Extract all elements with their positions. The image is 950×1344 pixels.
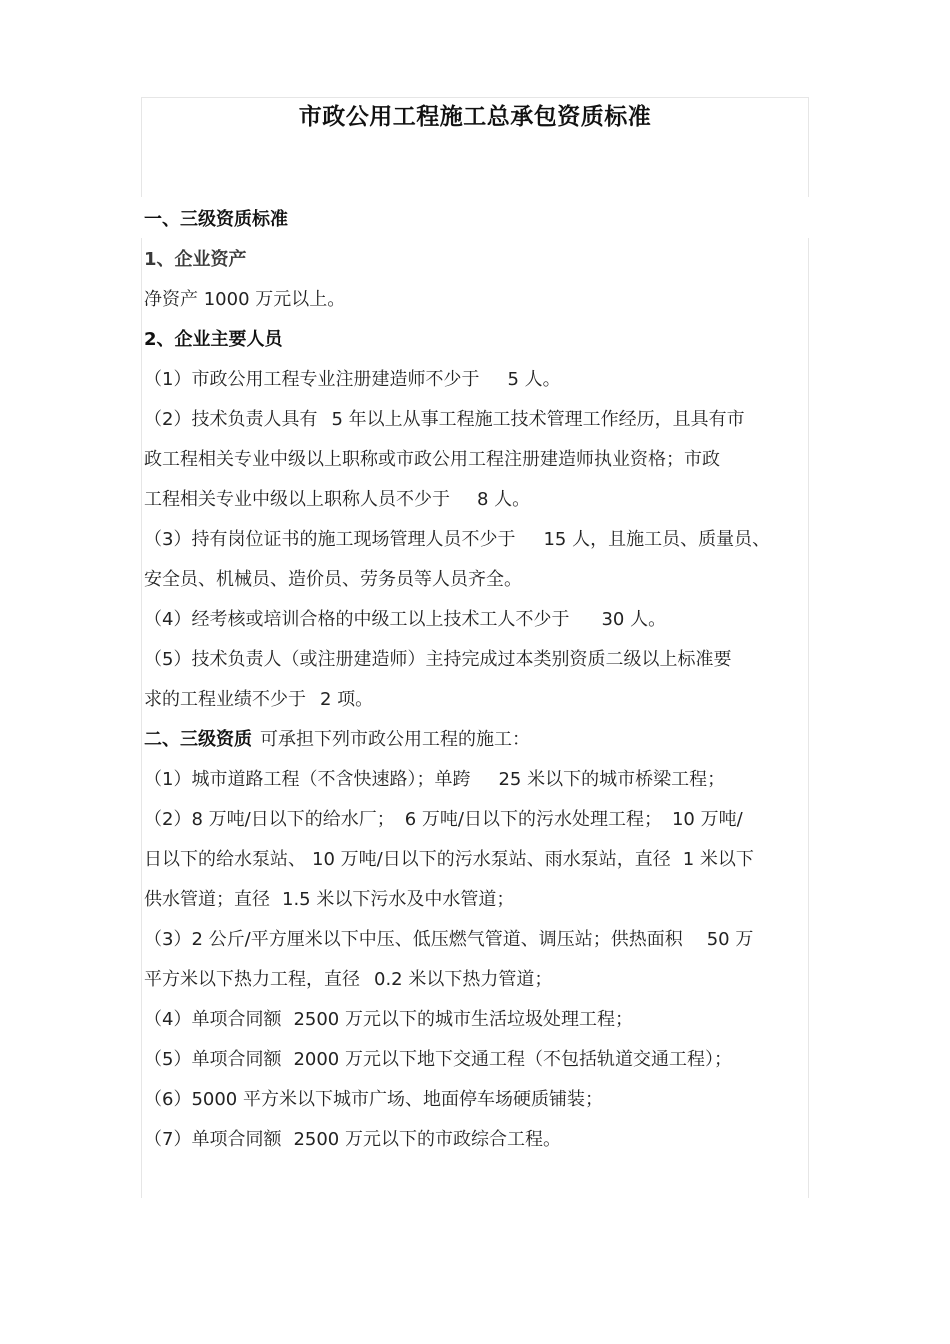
section-heading: 一、三级资质标准 bbox=[144, 209, 288, 230]
text-segment: 0.2 米以下热力管道； bbox=[374, 969, 553, 990]
text-segment: 25 米以下的城市桥梁工程； bbox=[498, 769, 726, 790]
list-item bbox=[144, 528, 814, 552]
list-item: （6）5000 平方米以下城市广场、地面停车场硬质铺装； bbox=[144, 1089, 603, 1110]
list-item bbox=[144, 608, 814, 632]
text-segment: 8 人。 bbox=[477, 489, 531, 510]
text-segment: 2 项。 bbox=[320, 689, 374, 710]
list-item bbox=[144, 1008, 814, 1032]
list-item-continuation: 政工程相关专业中级以上职称或市政公用工程注册建造师执业资格；市政 bbox=[144, 449, 720, 470]
text-segment: （2）8 万吨/日以下的给水厂； bbox=[144, 809, 395, 830]
text-segment: （3）2 公斤/平方厘米以下中压、低压燃气管道、调压站；供热面积 bbox=[144, 929, 683, 950]
text-segment: （4）经考核或培训合格的中级工以上技术工人不少于 bbox=[144, 609, 570, 630]
list-item: （5）技术负责人（或注册建造师）主持完成过本类别资质二级以上标准要 bbox=[144, 649, 732, 670]
text-segment: 1 米以下 bbox=[682, 849, 754, 870]
document-title: 市政公用工程施工总承包资质标准 bbox=[298, 104, 652, 130]
text-segment: （1）城市道路工程（不含快速路）；单跨 bbox=[144, 769, 471, 790]
list-item-continuation bbox=[144, 488, 814, 512]
text-segment: 2500 万元以下的市政综合工程。 bbox=[293, 1129, 561, 1150]
text-segment: （7）单项合同额 bbox=[144, 1129, 282, 1150]
list-item-continuation bbox=[144, 888, 814, 912]
list-item-continuation bbox=[144, 688, 814, 712]
text-segment: （1）市政公用工程专业注册建造师不少于 bbox=[144, 369, 480, 390]
subsection-heading: 1、企业资产 bbox=[144, 249, 247, 270]
text-segment: 平方米以下热力工程，直径 bbox=[144, 969, 360, 990]
list-item-continuation bbox=[144, 848, 814, 872]
section-heading: 二、三级资质 bbox=[144, 729, 252, 750]
list-item bbox=[144, 408, 814, 432]
text-segment: 5 人。 bbox=[507, 369, 561, 390]
list-item-continuation: 安全员、机械员、造价员、劳务员等人员齐全。 bbox=[144, 569, 522, 590]
text-segment: 10 万吨/ bbox=[671, 809, 743, 830]
text-segment: 1.5 米以下污水及中水管道； bbox=[282, 889, 515, 910]
text-segment: 2500 万元以下的城市生活垃圾处理工程； bbox=[293, 1009, 633, 1030]
section-heading-line bbox=[144, 728, 814, 752]
text-segment: 日以下的给水泵站、 bbox=[144, 849, 306, 870]
text-segment: 30 人。 bbox=[601, 609, 667, 630]
subsection-heading: 2、企业主要人员 bbox=[144, 329, 283, 350]
text-segment: 求的工程业绩不少于 bbox=[144, 689, 306, 710]
list-item bbox=[144, 368, 814, 392]
text-segment: （2）技术负责人具有 bbox=[144, 409, 318, 430]
text-segment: （4）单项合同额 bbox=[144, 1009, 282, 1030]
text-segment: 5 年以上从事工程施工技术管理工作经历，且具有市 bbox=[331, 409, 745, 430]
list-item bbox=[144, 808, 814, 832]
section-intro: 可承担下列市政公用工程的施工： bbox=[260, 729, 530, 750]
text-segment: 供水管道；直径 bbox=[144, 889, 270, 910]
text-segment: 2000 万元以下地下交通工程（不包括轨道交通工程）； bbox=[293, 1049, 732, 1070]
text-segment: 6 万吨/日以下的污水处理工程； bbox=[404, 809, 662, 830]
text-segment: （5）单项合同额 bbox=[144, 1049, 282, 1070]
list-item bbox=[144, 1128, 814, 1152]
text-segment: 15 人，且施工员、质量员、 bbox=[543, 529, 771, 550]
list-item bbox=[144, 1048, 814, 1072]
text-segment: 工程相关专业中级以上职称人员不少于 bbox=[144, 489, 450, 510]
text-segment: 50 万 bbox=[706, 929, 754, 950]
frame-left-line-lower bbox=[141, 238, 142, 1198]
text-segment: 10 万吨/日以下的污水泵站、雨水泵站，直径 bbox=[312, 849, 671, 870]
text-segment: （3）持有岗位证书的施工现场管理人员不少于 bbox=[144, 529, 516, 550]
list-item bbox=[144, 928, 814, 952]
list-item-continuation bbox=[144, 968, 814, 992]
list-item bbox=[144, 768, 814, 792]
paragraph: 净资产 1000 万元以上。 bbox=[144, 289, 346, 310]
